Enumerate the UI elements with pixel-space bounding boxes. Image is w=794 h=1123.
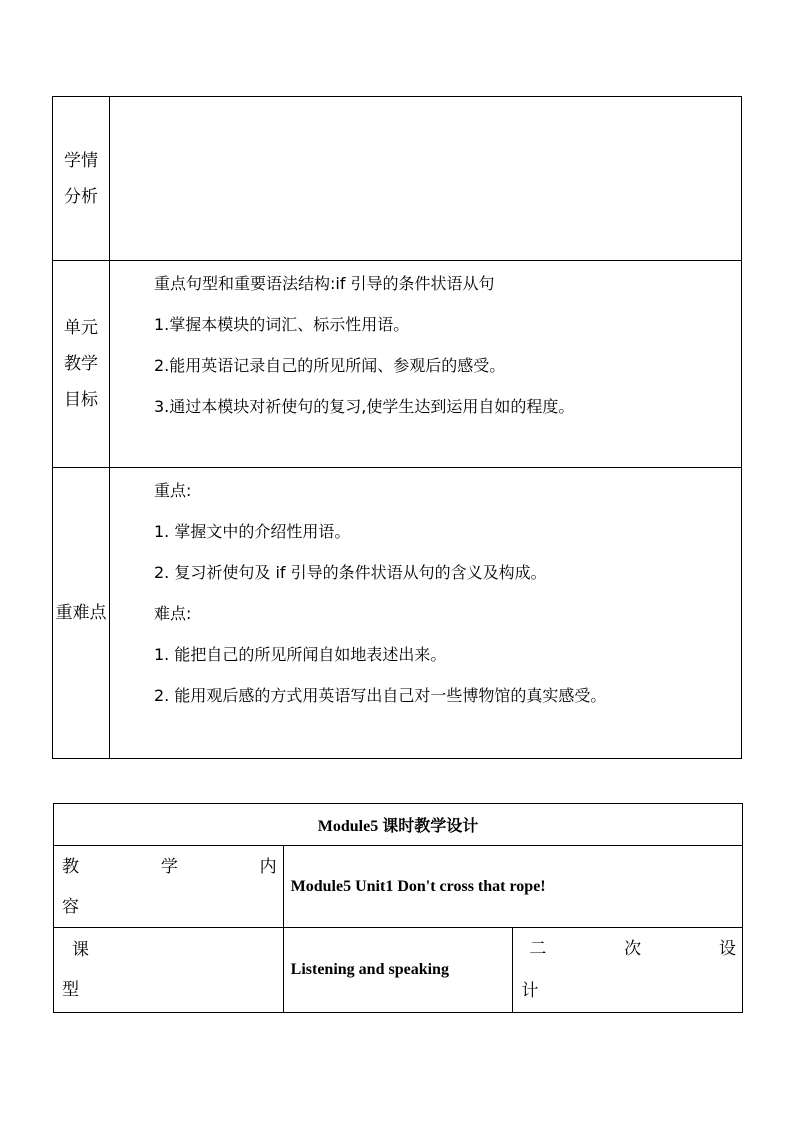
second-design-char: 设 (719, 939, 736, 959)
content-label-char: 学 (160, 856, 178, 877)
content-row (54, 846, 743, 928)
type-label-line2: 型 (62, 980, 79, 1000)
lesson-design-title: Module5 课时教学设计 (54, 804, 743, 846)
objective-line: 1.掌握本模块的词汇、标示性用语。 (154, 315, 410, 334)
second-design-label (513, 928, 743, 1013)
objective-line: 2.能用英语记录自己的所见所闻、参观后的感受。 (154, 356, 506, 375)
content-label-char: 内 (259, 856, 277, 877)
objective-line: 3.通过本模块对祈使句的复习,使学生达到运用自如的程度。 (154, 397, 575, 416)
content-label-line2: 容 (62, 896, 79, 917)
objectives-row (53, 261, 742, 468)
objectives-label (53, 261, 110, 468)
key-points-label: 重难点 (53, 468, 110, 759)
key-point-line: 重点: (154, 481, 192, 500)
second-design-line1 (521, 928, 736, 970)
key-point-line: 2. 复习祈使句及 if 引导的条件状语从句的含义及构成。 (154, 563, 547, 582)
second-design-char: 二 (529, 939, 547, 959)
key-point-line: 1. 掌握文中的介绍性用语。 (154, 522, 351, 541)
analysis-content (110, 97, 742, 261)
analysis-row (53, 97, 742, 261)
type-label-line1: 课 (72, 940, 89, 960)
analysis-label-line1: 学情 (64, 150, 98, 171)
type-row (54, 928, 743, 1013)
objective-line: 重点句型和重要语法结构:if 引导的条件状语从句 (154, 274, 495, 293)
type-value: Listening and speaking (283, 928, 513, 1013)
type-label (54, 928, 284, 1013)
objectives-label-line3: 目标 (64, 390, 98, 410)
content-label-char: 教 (62, 856, 79, 877)
key-point-line: 1. 能把自己的所见所闻自如地表述出来。 (154, 645, 447, 664)
analysis-label (53, 97, 110, 261)
second-design-line2: 计 (521, 981, 539, 1001)
objectives-content (110, 261, 742, 468)
key-point-line: 难点: (154, 604, 192, 623)
key-points-row (53, 468, 742, 759)
lesson-design-table (53, 803, 743, 1013)
content-label (54, 846, 284, 928)
content-value: Module5 Unit1 Don't cross that rope! (283, 846, 742, 928)
objectives-label-line1: 单元 (64, 318, 98, 338)
key-point-line: 2. 能用观后感的方式用英语写出自己对一些博物馆的真实感受。 (154, 686, 607, 705)
unit-info-table (52, 96, 742, 759)
lesson-design-header-row (54, 804, 743, 846)
content-label-line1 (62, 847, 277, 887)
analysis-label-line2: 分析 (64, 186, 98, 207)
key-points-content (110, 468, 742, 759)
second-design-char: 次 (624, 939, 642, 959)
objectives-label-line2: 教学 (64, 354, 98, 374)
